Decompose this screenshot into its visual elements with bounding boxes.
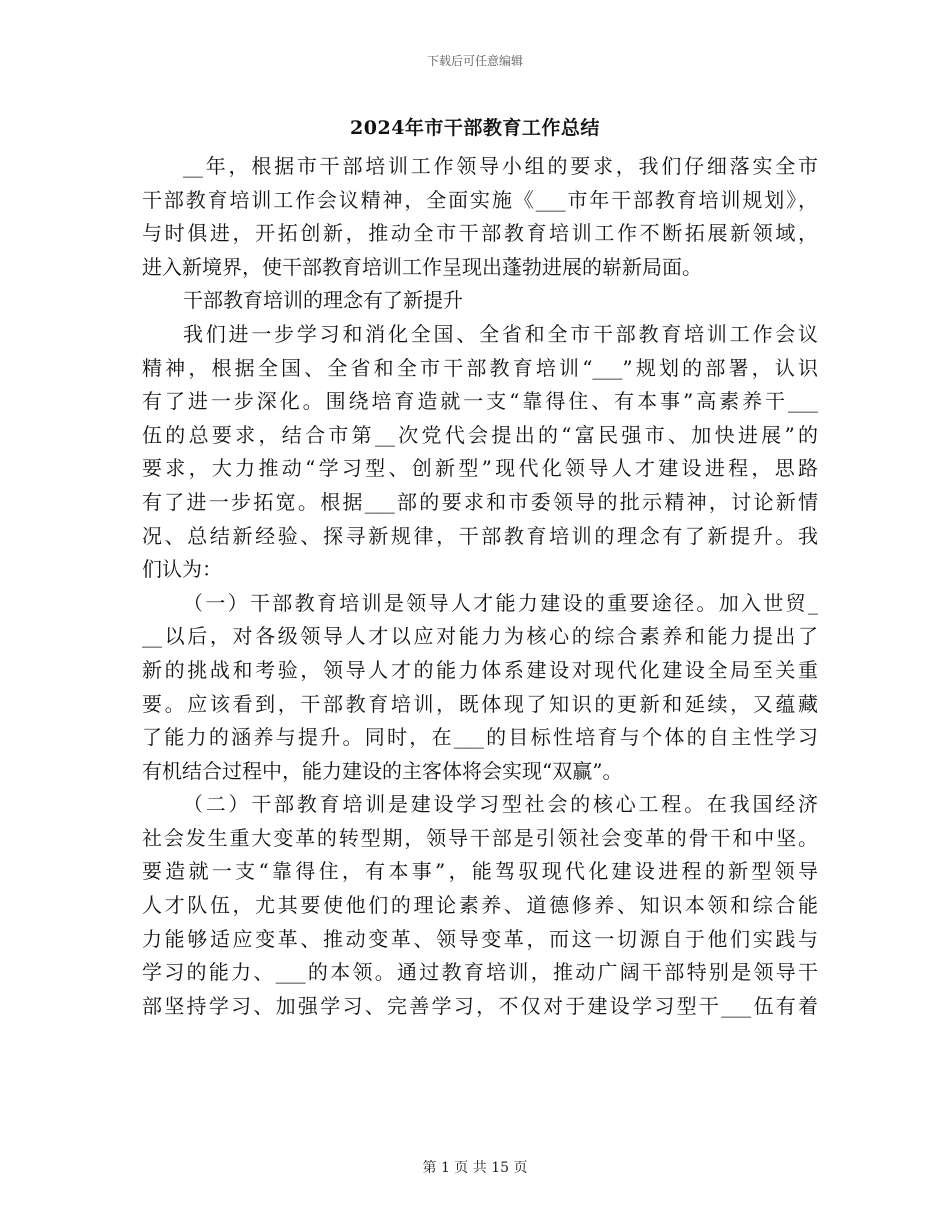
body-line: 伍的总要求，结合市第__次党代会提出的“富民强市、加快进展”的 [142, 422, 818, 447]
body-line: 我们进一步学习和消化全国、全省和全市干部教育培训工作会议 [183, 321, 818, 346]
body-line: 力能够适应变革、推动变革、领导变革，而这一切源自于他们实践与 [142, 926, 818, 951]
body-line: 学习的能力、___的本领。通过教育培训，推动广阔干部特别是领导干 [142, 960, 818, 985]
body-line: 要求，大力推动“学习型、创新型”现代化领导人才建设进程，思路 [142, 456, 818, 481]
body-line: 干部教育培训工作会议精神，全面实施《___市年干部教育培训规划》， [142, 187, 818, 212]
body-line: 社会发生重大变革的转型期，领导干部是引领社会变革的骨干和中坚。 [142, 825, 818, 850]
body-line: 要。应该看到，干部教育培训，既体现了知识的更新和延续，又蕴藏 [142, 691, 818, 716]
body-line: （一）干部教育培训是领导人才能力建设的重要途径。加入世贸_ [183, 590, 818, 615]
body-line: 有了进一步深化。围绕培育造就一支“靠得住、有本事”高素养干___ [142, 389, 818, 414]
page-header-note: 下载后可任意编辑 [426, 54, 523, 68]
body-line: __年，根据市干部培训工作领导小组的要求，我们仔细落实全市 [183, 154, 818, 178]
body-line: （二）干部教育培训是建设学习型社会的核心工程。在我国经济 [183, 792, 818, 817]
body-line: 进入新境界，使干部教育培训工作呈现出蓬勃进展的崭新局面。 [142, 254, 702, 279]
body-line: 与时俱进，开拓创新，推动全市干部教育培训工作不断拓展新领域， [142, 221, 818, 246]
body-line: 了能力的涵养与提升。同时，在___的目标性培育与个体的自主性学习 [142, 725, 818, 750]
body-line: 人才队伍，尤其要使他们的理论素养、道德修养、知识本领和综合能 [142, 893, 818, 918]
document-title: 2024年市干部教育工作总结 [350, 117, 600, 139]
body-line: 要造就一支“靠得住，有本事”，能驾驭现代化建设进程的新型领导 [142, 859, 818, 884]
body-line: 有机结合过程中，能力建设的主客体将会实现“双赢”。 [142, 758, 623, 783]
section-heading: 干部教育培训的理念有了新提升 [183, 288, 463, 313]
page-number: 第 1 页 共 15 页 [422, 1160, 528, 1176]
body-line: 精神，根据全国、全省和全市干部教育培训“___”规划的部署，认识 [142, 355, 818, 380]
body-line: 部坚持学习、加强学习、完善学习，不仅对于建设学习型干___伍有着 [142, 993, 818, 1018]
body-line: 况、总结新经验、探寻新规律，干部教育培训的理念有了新提升。我 [142, 523, 818, 548]
body-line: 们认为： [142, 557, 222, 582]
body-line: 新的挑战和考验，领导人才的能力体系建设对现代化建设全局至关重 [142, 657, 818, 682]
document-body [142, 150, 818, 1023]
body-line: __以后，对各级领导人才以应对能力为核心的综合素养和能力提出了 [142, 624, 818, 649]
body-line: 有了进一步拓宽。根据___部的要求和市委领导的批示精神，讨论新情 [142, 489, 818, 514]
